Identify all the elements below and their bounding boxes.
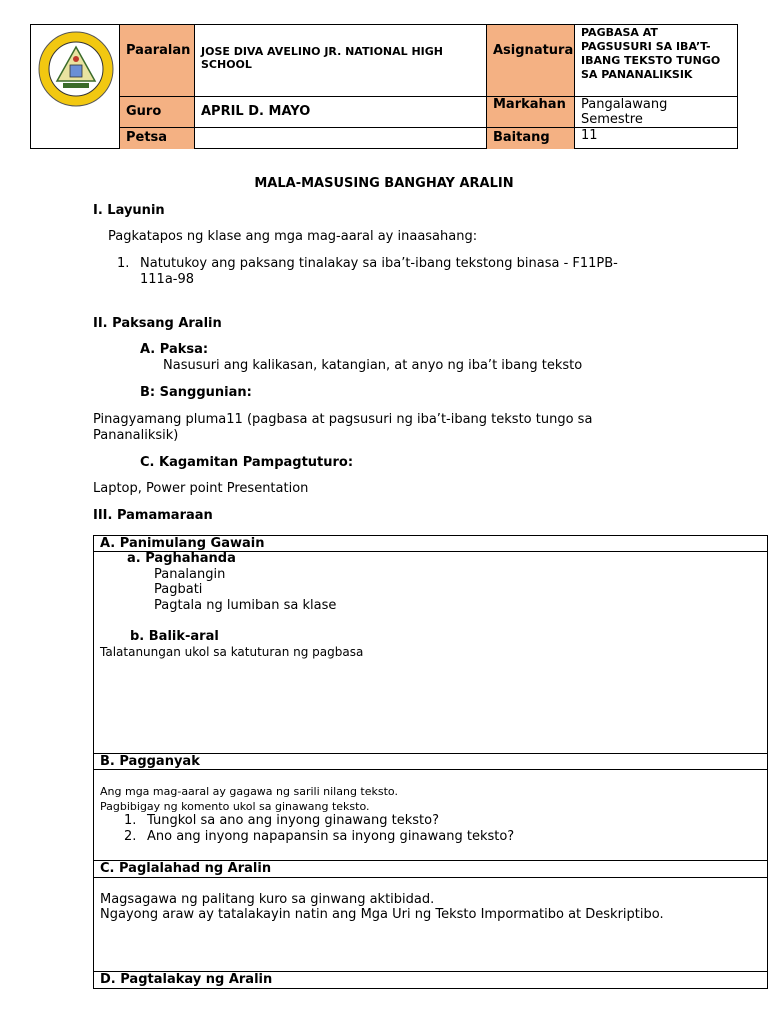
sanggunian-label: B: Sanggunian: <box>140 385 252 400</box>
panimulang-gawain-heading: A. Panimulang Gawain <box>100 536 265 551</box>
paghahanda-item: Panalangin <box>154 567 226 582</box>
guro-value-cell <box>194 96 486 127</box>
panimulang-gawain-header <box>93 535 768 552</box>
asignatura-label: Asignatura <box>493 43 574 58</box>
layunin-intro: Pagkatapos ng klase ang mga mag-aaral ay inaasahang: <box>108 229 478 244</box>
guro-value: APRIL D. MAYO <box>201 104 311 119</box>
paghahanda-item: Pagtala ng lumiban sa klase <box>154 598 337 613</box>
layunin-item-number: 1. <box>117 256 130 271</box>
paaralan-value-cell <box>194 25 486 96</box>
asignatura-value-cell <box>574 25 738 96</box>
petsa-label: Petsa <box>126 130 168 145</box>
markahan-value-cell <box>574 96 738 127</box>
balik-aral-label: b. Balik-aral <box>130 629 219 644</box>
pagganyak-header <box>93 753 768 770</box>
paksa-text: Nasusuri ang kalikasan, katangian, at anyo ng iba’t ibang teksto <box>163 358 583 373</box>
layunin-item-line2: 111a-98 <box>140 272 195 287</box>
pagtalakay-heading: D. Pagtalakay ng Aralin <box>100 972 273 987</box>
pagtalakay-header <box>93 971 768 989</box>
pamamaraan-heading: III. Pamamaraan <box>93 508 213 523</box>
petsa-label-cell <box>119 127 194 149</box>
paglalahad-header <box>93 860 768 878</box>
guro-label: Guro <box>126 104 162 119</box>
paglalahad-body <box>93 877 768 972</box>
paaralan-value: JOSE DIVA AVELINO JR. NATIONAL HIGH SCHOOL <box>201 45 444 71</box>
school-logo <box>37 29 115 109</box>
paaralan-label-cell <box>119 25 194 96</box>
pagganyak-q2: Ano ang inyong napapansin sa inyong ginawang teksto? <box>147 829 515 844</box>
kagamitan-text: Laptop, Power point Presentation <box>93 481 309 496</box>
pagganyak-body <box>93 769 768 861</box>
baitang-value: 11 <box>581 128 598 143</box>
layunin-heading: I. Layunin <box>93 203 165 218</box>
paglalahad-heading: C. Paglalahad ng Aralin <box>100 861 272 876</box>
pagganyak-q2-number: 2. <box>124 829 137 844</box>
baitang-label: Baitang <box>493 130 550 145</box>
document-title: MALA-MASUSING BANGHAY ARALIN <box>254 176 514 191</box>
petsa-value <box>195 128 486 134</box>
balik-aral-text: Talatanungan ukol sa katuturan ng pagbasa <box>100 645 364 659</box>
paksa-label: A. Paksa: <box>140 342 209 357</box>
markahan-label: Markahan <box>493 97 566 112</box>
markahan-label-cell <box>486 96 574 127</box>
paglalahad-line2: Ngayong araw ay tatalakayin natin ang Mga Uri ng Teksto Impormatibo at Deskriptibo. <box>100 907 664 922</box>
baitang-value-cell <box>574 127 738 149</box>
pagganyak-q1: Tungkol sa ano ang inyong ginawang teksto? <box>147 813 439 828</box>
paghahanda-item: Pagbati <box>154 582 203 597</box>
petsa-value-cell <box>194 127 486 149</box>
sanggunian-line1: Pinagyamang pluma11 (pagbasa at pagsusuri ng iba’t-ibang teksto tungo sa <box>93 412 593 427</box>
pagganyak-q1-number: 1. <box>124 813 137 828</box>
paghahanda-label: a. Paghahanda <box>127 551 236 566</box>
asignatura-label-cell <box>486 25 574 96</box>
asignatura-value: PAGBASA AT PAGSUSURI SA IBA’T-IBANG TEKSTO TUNGO SA PANANALIKSIK <box>581 26 721 81</box>
pagganyak-line2: Pagbibigay ng komento ukol sa ginawang teksto. <box>100 800 370 813</box>
pagganyak-heading: B. Pagganyak <box>100 754 200 769</box>
sanggunian-line2: Pananaliksik) <box>93 428 179 443</box>
paaralan-label: Paaralan <box>126 43 191 58</box>
markahan-value: Pangalawang Semestre <box>581 97 668 127</box>
paksang-aralin-heading: II. Paksang Aralin <box>93 316 222 331</box>
panimulang-gawain-body <box>93 551 768 754</box>
header-table <box>30 24 738 149</box>
paglalahad-line1: Magsagawa ng palitang kuro sa ginwang aktibidad. <box>100 892 435 907</box>
baitang-label-cell <box>486 127 574 149</box>
guro-label-cell <box>119 96 194 127</box>
layunin-item-line1: Natutukoy ang paksang tinalakay sa iba’t-ibang tekstong binasa - F11PB- <box>140 256 618 271</box>
pagganyak-line1: Ang mga mag-aaral ay gagawa ng sarili nilang teksto. <box>100 785 398 798</box>
kagamitan-label: C. Kagamitan Pampagtuturo: <box>140 455 354 470</box>
